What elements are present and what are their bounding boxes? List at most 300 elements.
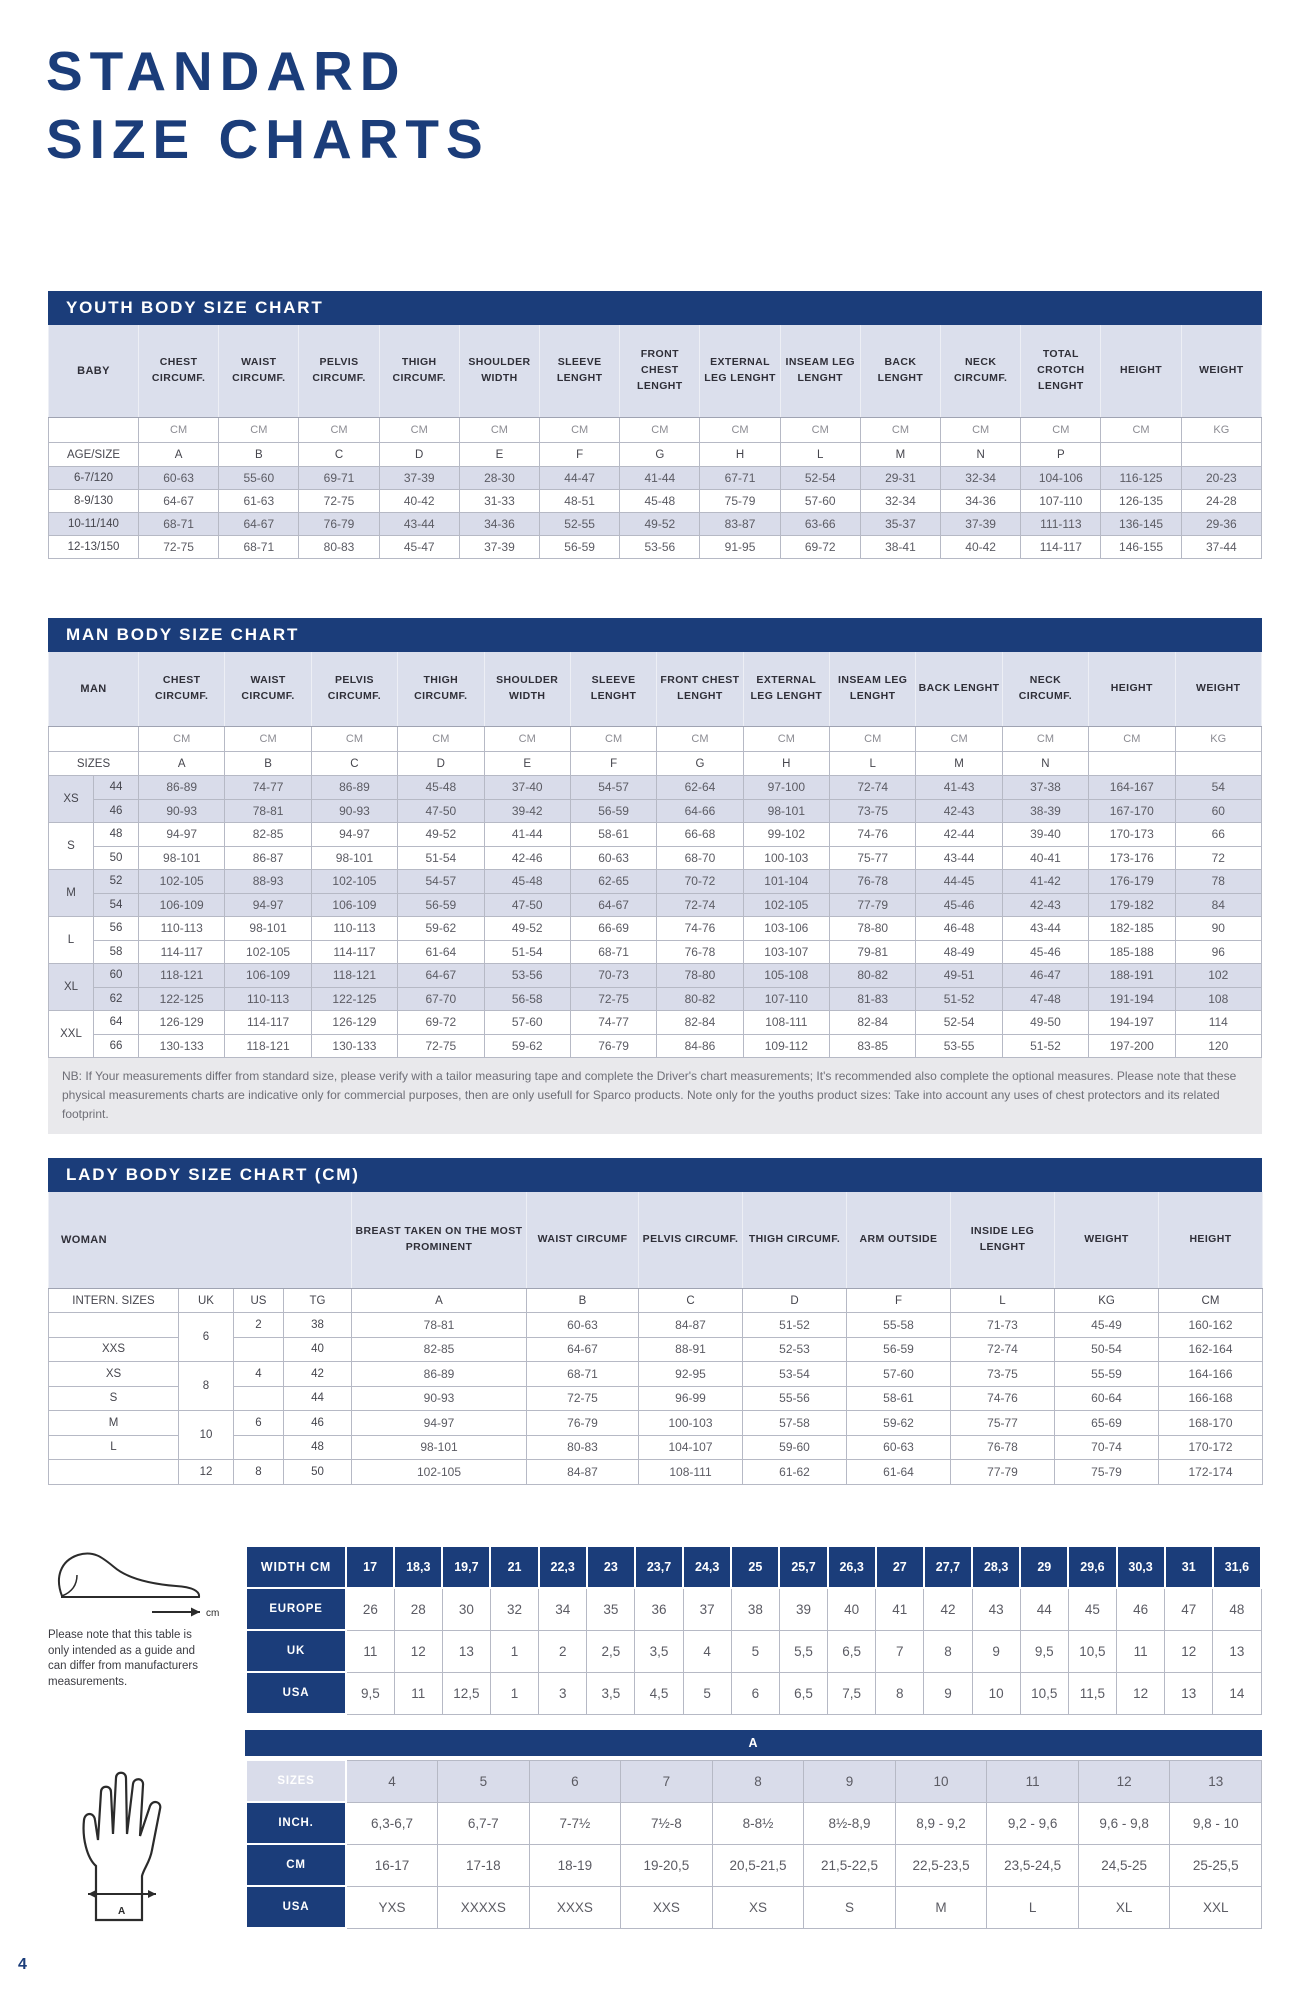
size-group-label: S — [49, 823, 94, 870]
unit-cell: KG — [1175, 727, 1261, 752]
column-header: INSEAM LEG LENGHT — [780, 325, 860, 418]
value-cell: 188-191 — [1089, 964, 1175, 988]
value-cell: 37-40 — [484, 776, 570, 800]
value-cell: 75-79 — [1055, 1460, 1159, 1485]
value-cell: L — [987, 1886, 1079, 1928]
unit-cell: CM — [225, 727, 311, 752]
value-cell: 78-81 — [225, 799, 311, 823]
value-cell: 41-44 — [620, 467, 700, 490]
row-label: 8-9/130 — [49, 490, 139, 513]
value-cell: 94-97 — [139, 823, 225, 847]
value-cell: 25,7 — [779, 1546, 827, 1588]
code-cell: B — [225, 752, 311, 776]
value-cell: 74-77 — [225, 776, 311, 800]
value-cell: 68-71 — [219, 536, 299, 559]
table-row — [49, 870, 1262, 894]
value-cell: 45-48 — [620, 490, 700, 513]
intl-size-label: S — [49, 1386, 179, 1411]
unit-cell: CM — [379, 418, 459, 443]
value-cell: 18,3 — [394, 1546, 442, 1588]
value-cell: 6 — [731, 1672, 779, 1714]
value-cell: 81-83 — [830, 987, 916, 1011]
value-cell: 77-79 — [951, 1460, 1055, 1485]
table-row — [49, 987, 1262, 1011]
table-row — [246, 1588, 1261, 1630]
value-cell: 10,5 — [1068, 1630, 1116, 1672]
table-row — [246, 1886, 1262, 1928]
value-cell: 54-57 — [398, 870, 484, 894]
value-cell: 23,5-24,5 — [987, 1844, 1079, 1886]
value-cell: 12 — [1117, 1672, 1165, 1714]
value-cell: 83-87 — [700, 513, 780, 536]
value-cell: 57-60 — [847, 1362, 951, 1387]
value-cell: 4 — [346, 1760, 438, 1802]
value-cell: 74-77 — [570, 1011, 656, 1035]
column-header: BACK LENGHT — [916, 652, 1002, 727]
value-cell: 107-110 — [1021, 490, 1101, 513]
code-cell: B — [527, 1289, 639, 1313]
us-size: 6 — [234, 1411, 284, 1436]
value-cell: 86-89 — [139, 776, 225, 800]
value-cell: 86-89 — [311, 776, 397, 800]
value-cell: 49-50 — [1002, 1011, 1088, 1035]
value-cell: 168-170 — [1159, 1411, 1263, 1436]
value-cell: 40 — [828, 1588, 876, 1630]
value-cell: 25-25,5 — [1170, 1844, 1262, 1886]
value-cell: 76-79 — [527, 1411, 639, 1436]
value-cell: 10 — [972, 1672, 1020, 1714]
table-row — [246, 1802, 1262, 1844]
value-cell: 51-54 — [398, 846, 484, 870]
value-cell: 60-63 — [570, 846, 656, 870]
value-cell: 57-60 — [780, 490, 860, 513]
value-cell: 13 — [1165, 1672, 1213, 1714]
table-row — [246, 1844, 1262, 1886]
code-cell: M — [916, 752, 1002, 776]
value-cell: 166-168 — [1159, 1386, 1263, 1411]
value-cell: 194-197 — [1089, 1011, 1175, 1035]
value-cell: 24,5-25 — [1078, 1844, 1170, 1886]
value-cell: 63-66 — [780, 513, 860, 536]
intl-size-label — [49, 1460, 179, 1485]
size-number: 50 — [94, 846, 139, 870]
value-cell: 9,5 — [346, 1672, 394, 1714]
tg-size: 50 — [284, 1460, 352, 1485]
value-cell: 102 — [1175, 964, 1261, 988]
value-cell: 49-52 — [398, 823, 484, 847]
value-cell: XXXS — [529, 1886, 621, 1928]
value-cell: 67-71 — [700, 467, 780, 490]
value-cell: 42 — [924, 1588, 972, 1630]
us-size: 2 — [234, 1313, 284, 1338]
value-cell: 170-173 — [1089, 823, 1175, 847]
value-cell: 99-102 — [743, 823, 829, 847]
unit-cell: CM — [311, 727, 397, 752]
code-cell: CM — [1159, 1289, 1263, 1313]
value-cell: 62-64 — [657, 776, 743, 800]
column-header: EXTERNAL LEG LENGHT — [743, 652, 829, 727]
value-cell: 45-48 — [398, 776, 484, 800]
tg-size: 48 — [284, 1435, 352, 1460]
table-row — [49, 940, 1262, 964]
unit-cell: CM — [540, 418, 620, 443]
value-cell: 48-51 — [540, 490, 620, 513]
value-cell: 17 — [346, 1546, 394, 1588]
value-cell: 102-105 — [311, 870, 397, 894]
column-header: TOTAL CROTCH LENGHT — [1021, 325, 1101, 418]
value-cell: 56-58 — [484, 987, 570, 1011]
value-cell: 118-121 — [139, 964, 225, 988]
value-cell: 42-44 — [916, 823, 1002, 847]
value-cell: 100-103 — [639, 1411, 743, 1436]
value-cell: 34-36 — [941, 490, 1021, 513]
value-cell: 6,7-7 — [438, 1802, 530, 1844]
value-cell: 43-44 — [379, 513, 459, 536]
value-cell: 13 — [442, 1630, 490, 1672]
value-cell: 2 — [539, 1630, 587, 1672]
column-header: EXTERNAL LEG LENGHT — [700, 325, 780, 418]
table-row — [49, 443, 1262, 467]
code-cell — [1175, 752, 1261, 776]
value-cell: 122-125 — [139, 987, 225, 1011]
value-cell: 101-104 — [743, 870, 829, 894]
value-cell: 20-23 — [1181, 467, 1261, 490]
value-cell: 96-99 — [639, 1386, 743, 1411]
value-cell: 82-84 — [830, 1011, 916, 1035]
value-cell: 76-78 — [830, 870, 916, 894]
size-number: 62 — [94, 987, 139, 1011]
page-title-line2: SIZE CHARTS — [46, 107, 490, 170]
value-cell: 126-129 — [311, 1011, 397, 1035]
value-cell: 51-52 — [916, 987, 1002, 1011]
unit-cell: CM — [830, 727, 916, 752]
value-cell: 58-61 — [570, 823, 656, 847]
value-cell: 173-176 — [1089, 846, 1175, 870]
unit-cell: CM — [700, 418, 780, 443]
code-cell: H — [743, 752, 829, 776]
code-cell: A — [352, 1289, 527, 1313]
column-header: INSIDE LEG LENGHT — [951, 1192, 1055, 1289]
value-cell: 30,3 — [1117, 1546, 1165, 1588]
intl-size-label: L — [49, 1435, 179, 1460]
value-cell: 130-133 — [139, 1034, 225, 1058]
value-cell: 69-72 — [780, 536, 860, 559]
value-cell: 106-109 — [225, 964, 311, 988]
value-cell: 66-68 — [657, 823, 743, 847]
table-row — [49, 893, 1262, 917]
value-cell: 58-61 — [847, 1386, 951, 1411]
size-number: 58 — [94, 940, 139, 964]
corner-header: WOMAN — [49, 1192, 352, 1289]
value-cell: 37-39 — [379, 467, 459, 490]
value-cell: 21 — [490, 1546, 538, 1588]
value-cell: 72-74 — [657, 893, 743, 917]
value-cell: 7 — [621, 1760, 713, 1802]
value-cell: 55-59 — [1055, 1362, 1159, 1387]
code-cell: P — [1021, 443, 1101, 467]
value-cell: 56-59 — [398, 893, 484, 917]
value-cell: 197-200 — [1089, 1034, 1175, 1058]
value-cell: 114-117 — [311, 940, 397, 964]
value-cell: 116-125 — [1101, 467, 1181, 490]
column-header: SLEEVE LENGHT — [570, 652, 656, 727]
corner-header: BABY — [49, 325, 139, 418]
value-cell: 60-63 — [139, 467, 219, 490]
shoe-row-label: WIDTH CM — [246, 1546, 346, 1588]
value-cell: 2,5 — [587, 1630, 635, 1672]
value-cell: 11 — [1117, 1630, 1165, 1672]
value-cell: 32-34 — [860, 490, 940, 513]
value-cell: 45-48 — [484, 870, 570, 894]
value-cell: 68-70 — [657, 846, 743, 870]
value-cell: 39-40 — [1002, 823, 1088, 847]
value-cell: 7-7½ — [529, 1802, 621, 1844]
value-cell: 75-77 — [951, 1411, 1055, 1436]
value-cell: 52-53 — [743, 1337, 847, 1362]
code-cell: D — [398, 752, 484, 776]
value-cell: 47-50 — [398, 799, 484, 823]
value-cell: 167-170 — [1089, 799, 1175, 823]
value-cell: 13 — [1213, 1630, 1261, 1672]
table-row — [49, 799, 1262, 823]
column-header: PELVIS CIRCUMF. — [299, 325, 379, 418]
value-cell: 70-73 — [570, 964, 656, 988]
table-row — [49, 536, 1262, 559]
lady-size-table — [48, 1192, 1263, 1485]
value-cell: 35-37 — [860, 513, 940, 536]
unit-cell: KG — [1181, 418, 1261, 443]
table-row — [49, 418, 1262, 443]
value-cell: 41-42 — [1002, 870, 1088, 894]
value-cell: 90-93 — [352, 1386, 527, 1411]
value-cell: 59-62 — [847, 1411, 951, 1436]
value-cell: 61-63 — [219, 490, 299, 513]
unit-cell: CM — [459, 418, 539, 443]
value-cell: 41-43 — [916, 776, 1002, 800]
shoe-size-note: Please note that this table is only intended as a guide and can differ from manufacturers measurements. — [48, 1629, 198, 1688]
value-cell: 98-101 — [352, 1435, 527, 1460]
value-cell: 72-74 — [951, 1337, 1055, 1362]
value-cell: 162-164 — [1159, 1337, 1263, 1362]
value-cell: 103-107 — [743, 940, 829, 964]
code-cell: N — [941, 443, 1021, 467]
value-cell: 97-100 — [743, 776, 829, 800]
value-cell: 19,7 — [442, 1546, 490, 1588]
column-header: WAIST CIRCUMF. — [225, 652, 311, 727]
shoe-row-label: USA — [246, 1672, 346, 1714]
value-cell: 84-87 — [527, 1460, 639, 1485]
glove-row-label: SIZES — [246, 1760, 346, 1802]
value-cell: 74-76 — [657, 917, 743, 941]
value-cell: 86-87 — [225, 846, 311, 870]
value-cell: 94-97 — [225, 893, 311, 917]
value-cell: 27,7 — [924, 1546, 972, 1588]
value-cell: 72-75 — [527, 1386, 639, 1411]
column-header: THIGH CIRCUMF. — [743, 1192, 847, 1289]
value-cell: 16-17 — [346, 1844, 438, 1886]
table-row — [49, 964, 1262, 988]
value-cell: 42-43 — [916, 799, 1002, 823]
value-cell: 64-66 — [657, 799, 743, 823]
value-cell: 30 — [442, 1588, 490, 1630]
unit-cell: CM — [780, 418, 860, 443]
value-cell: 70-74 — [1055, 1435, 1159, 1460]
size-group-label: XL — [49, 964, 94, 1011]
value-cell: 11 — [394, 1672, 442, 1714]
value-cell: 52-55 — [540, 513, 620, 536]
value-cell: 53-54 — [743, 1362, 847, 1387]
youth-size-table — [48, 325, 1262, 559]
value-cell: 72-75 — [398, 1034, 484, 1058]
corner-header: MAN — [49, 652, 139, 727]
table-row — [246, 1672, 1261, 1714]
column-header: FRONT CHEST LENGHT — [657, 652, 743, 727]
size-number: 46 — [94, 799, 139, 823]
page-number: 4 — [18, 1956, 27, 1973]
row-label: 12-13/150 — [49, 536, 139, 559]
code-cell: G — [620, 443, 700, 467]
value-cell: 29 — [1020, 1546, 1068, 1588]
size-row-label: SIZES — [49, 752, 139, 776]
value-cell: 98-101 — [743, 799, 829, 823]
us-size — [234, 1435, 284, 1460]
value-cell: 88-91 — [639, 1337, 743, 1362]
value-cell: 32 — [490, 1588, 538, 1630]
value-cell: 19-20,5 — [621, 1844, 713, 1886]
value-cell: 44-45 — [916, 870, 1002, 894]
value-cell: 49-52 — [484, 917, 570, 941]
value-cell: 13 — [1170, 1760, 1262, 1802]
value-cell: M — [895, 1886, 987, 1928]
table-row — [246, 1760, 1262, 1802]
code-cell: H — [700, 443, 780, 467]
value-cell: 68-71 — [139, 513, 219, 536]
column-header: SLEEVE LENGHT — [540, 325, 620, 418]
value-cell: 31 — [1165, 1546, 1213, 1588]
shoe-size-table — [245, 1545, 1262, 1715]
value-cell: 34-36 — [459, 513, 539, 536]
value-cell: 4 — [683, 1630, 731, 1672]
size-group-label: XXL — [49, 1011, 94, 1058]
value-cell: 98-101 — [225, 917, 311, 941]
table-row — [49, 467, 1262, 490]
value-cell: 7½-8 — [621, 1802, 713, 1844]
value-cell: 136-145 — [1101, 513, 1181, 536]
unit-cell: CM — [484, 727, 570, 752]
value-cell: 60-63 — [527, 1313, 639, 1338]
page-title — [46, 38, 490, 173]
value-cell: 114-117 — [139, 940, 225, 964]
value-cell: 51-52 — [1002, 1034, 1088, 1058]
column-header: HEIGHT — [1159, 1192, 1263, 1289]
glove-row-label: USA — [246, 1886, 346, 1928]
value-cell: 41-44 — [484, 823, 570, 847]
value-cell: 31,6 — [1213, 1546, 1261, 1588]
unit-cell: CM — [1021, 418, 1101, 443]
value-cell: 176-179 — [1089, 870, 1175, 894]
value-cell: 172-174 — [1159, 1460, 1263, 1485]
table-row — [49, 776, 1262, 800]
value-cell: 114-117 — [225, 1011, 311, 1035]
value-cell: 48-49 — [916, 940, 1002, 964]
value-cell: 3,5 — [587, 1672, 635, 1714]
value-cell: 47 — [1165, 1588, 1213, 1630]
value-cell: 59-62 — [484, 1034, 570, 1058]
value-cell: 82-84 — [657, 1011, 743, 1035]
lady-chart-title: LADY BODY SIZE CHART (CM) — [48, 1158, 1262, 1192]
code-cell: F — [847, 1289, 951, 1313]
intl-size-label: XXS — [49, 1337, 179, 1362]
value-cell: 45-49 — [1055, 1313, 1159, 1338]
value-cell: 80-82 — [830, 964, 916, 988]
value-cell: 118-121 — [311, 964, 397, 988]
value-cell: 12,5 — [442, 1672, 490, 1714]
value-cell: 3 — [539, 1672, 587, 1714]
row-label: 10-11/140 — [49, 513, 139, 536]
value-cell: 102-105 — [743, 893, 829, 917]
value-cell: 80-82 — [657, 987, 743, 1011]
value-cell: 66 — [1175, 823, 1261, 847]
code-cell: A — [139, 443, 219, 467]
column-header: FRONT CHEST LENGHT — [620, 325, 700, 418]
size-number: 56 — [94, 917, 139, 941]
value-cell: 110-113 — [225, 987, 311, 1011]
value-cell: 78 — [1175, 870, 1261, 894]
value-cell: 6,5 — [828, 1630, 876, 1672]
column-header: CHEST CIRCUMF. — [139, 325, 219, 418]
value-cell: 86-89 — [352, 1362, 527, 1387]
us-size: 8 — [234, 1460, 284, 1485]
table-row — [49, 752, 1262, 776]
size-group-label: M — [49, 870, 94, 917]
value-cell: 53-55 — [916, 1034, 1002, 1058]
glove-size-table — [245, 1759, 1262, 1929]
value-cell: 52-54 — [916, 1011, 1002, 1035]
value-cell: XXS — [621, 1886, 713, 1928]
value-cell: 70-72 — [657, 870, 743, 894]
tg-size: 40 — [284, 1337, 352, 1362]
code-cell: L — [951, 1289, 1055, 1313]
value-cell: 64-67 — [139, 490, 219, 513]
unit-cell: CM — [860, 418, 940, 443]
value-cell: 64-67 — [219, 513, 299, 536]
value-cell: 40-42 — [379, 490, 459, 513]
value-cell: 73-75 — [951, 1362, 1055, 1387]
uk-size: 12 — [179, 1460, 234, 1485]
lady-body-size-chart — [48, 1158, 1262, 1485]
value-cell: 6 — [529, 1760, 621, 1802]
value-cell: 22,3 — [539, 1546, 587, 1588]
shoe-size-chart — [245, 1545, 1262, 1715]
table-row — [49, 917, 1262, 941]
value-cell: 26,3 — [828, 1546, 876, 1588]
value-cell: 40-42 — [941, 536, 1021, 559]
hand-icon — [58, 1762, 193, 1932]
youth-chart-title: YOUTH BODY SIZE CHART — [48, 291, 1262, 325]
value-cell: 5,5 — [779, 1630, 827, 1672]
value-cell: 49-51 — [916, 964, 1002, 988]
value-cell: 14 — [1213, 1672, 1261, 1714]
code-cell — [1089, 752, 1175, 776]
value-cell: 88-93 — [225, 870, 311, 894]
value-cell: 90 — [1175, 917, 1261, 941]
value-cell: 160-162 — [1159, 1313, 1263, 1338]
value-cell: 170-172 — [1159, 1435, 1263, 1460]
table-row — [49, 513, 1262, 536]
value-cell: 37-44 — [1181, 536, 1261, 559]
value-cell: 43-44 — [916, 846, 1002, 870]
unit-cell: CM — [570, 727, 656, 752]
